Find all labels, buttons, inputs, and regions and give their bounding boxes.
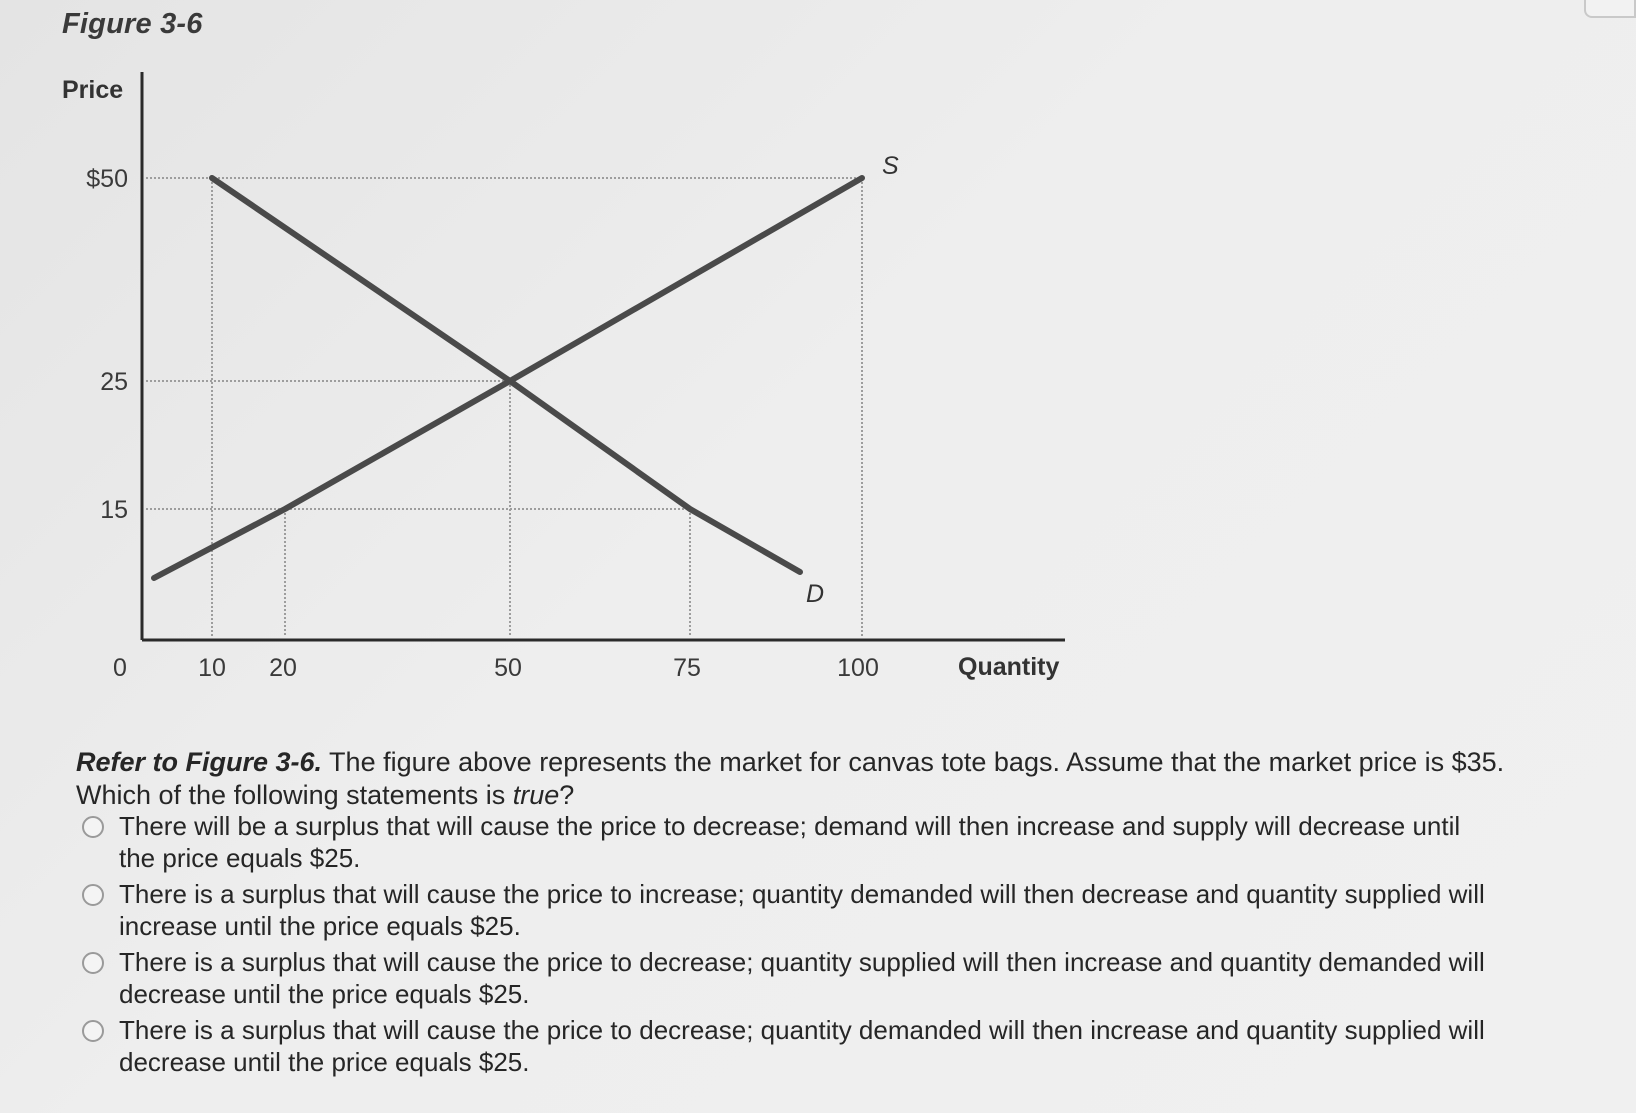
- answer-option-label[interactable]: There is a surplus that will cause the price to increase; quantity demanded will then decrease and quantity supplied will increase until the price equals $25.: [119, 879, 1485, 941]
- y-tick-label: 15: [100, 496, 128, 524]
- answer-option[interactable]: [82, 810, 1522, 874]
- question-body: The figure above represents the market for canvas tote bags. Assume that the market price is $35. Which of the following statements is: [76, 747, 1505, 810]
- supply-curve-label: S: [882, 152, 899, 180]
- question-figure-ref: Refer to Figure 3-6.: [76, 747, 323, 777]
- chart-grid: [146, 178, 862, 636]
- corner-tab[interactable]: [1584, 0, 1636, 18]
- figure-title: Figure 3-6: [62, 8, 203, 40]
- answer-option[interactable]: [82, 878, 1522, 942]
- y-tick-label: 25: [100, 368, 128, 396]
- y-axis-label: Price: [62, 76, 124, 104]
- radio-button[interactable]: [82, 884, 104, 906]
- question-end: ?: [559, 780, 575, 810]
- answer-option[interactable]: [82, 1014, 1522, 1078]
- answer-option-label[interactable]: There will be a surplus that will cause the price to decrease; demand will then increase and supply will decrease until the price equals $25.: [119, 811, 1461, 873]
- x-tick-label: 10: [198, 654, 226, 682]
- question-emphasis: true: [512, 780, 560, 810]
- x-tick-label: 100: [837, 654, 879, 682]
- y-tick-label: $50: [86, 165, 128, 193]
- radio-button[interactable]: [82, 952, 104, 974]
- chart-curves: [154, 152, 899, 608]
- x-tick-label: 50: [494, 654, 522, 682]
- origin-label: 0: [113, 654, 127, 682]
- radio-button[interactable]: [82, 816, 104, 838]
- answer-option-label[interactable]: There is a surplus that will cause the price to decrease; quantity supplied will then increase and quantity demanded will decrease until the price equals $25.: [119, 947, 1485, 1009]
- demand-curve: [212, 178, 800, 572]
- demand-curve-label: D: [806, 580, 825, 608]
- answer-options: [82, 810, 1522, 1082]
- supply-demand-chart: [0, 60, 1100, 700]
- chart-axes: [142, 72, 1065, 640]
- x-tick-label: 20: [269, 654, 297, 682]
- chart-ticks: [86, 165, 879, 682]
- x-tick-label: 75: [673, 654, 701, 682]
- x-axis-label: Quantity: [958, 653, 1060, 681]
- answer-option[interactable]: [82, 946, 1522, 1010]
- radio-button[interactable]: [82, 1020, 104, 1042]
- answer-option-label[interactable]: There is a surplus that will cause the price to decrease; quantity demanded will then increase and quantity supplied will decrease until the price equals $25.: [119, 1015, 1485, 1077]
- question-text: [76, 746, 1516, 812]
